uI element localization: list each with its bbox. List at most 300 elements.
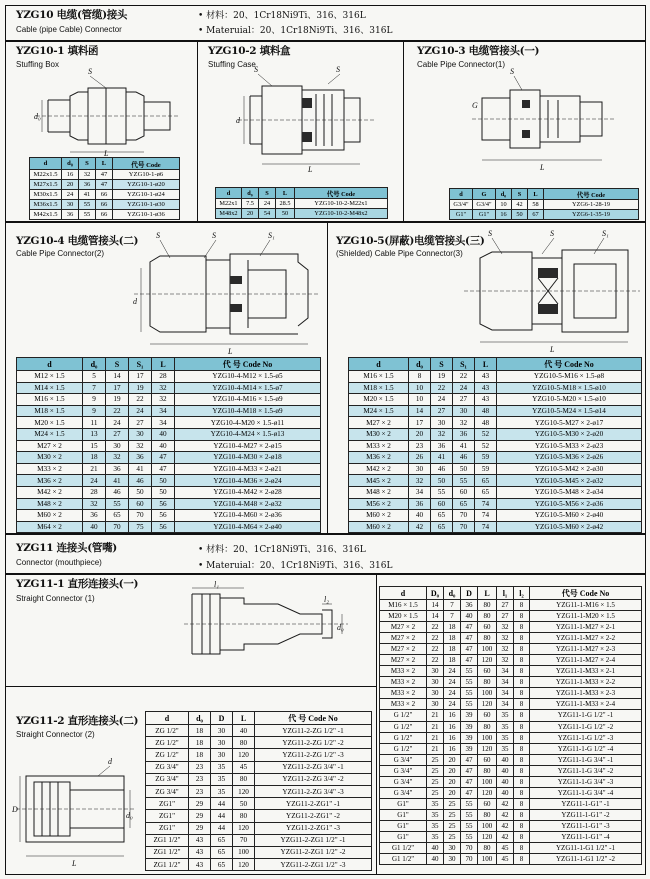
p4-table-cell: 7 [83, 382, 106, 394]
p6-table-cell: YZG11-1-G 1/2" -3 [530, 732, 642, 743]
p5-table-cell: 43 [475, 371, 497, 383]
svg-text:S: S [88, 67, 92, 76]
p6-table-row [380, 699, 642, 710]
p4-table-cell: YZG10-4-M60 × 2-ø36 [175, 510, 321, 522]
p7-table-cell: 29 [189, 798, 211, 810]
p5-table-row [349, 521, 642, 533]
p6-table-cell: G 1/2" [380, 743, 427, 754]
svg-text:L: L [72, 859, 77, 868]
p4-table-cell: 17 [106, 382, 129, 394]
p5-table-cell: YZG10-5-M60 × 2-ø40 [497, 510, 642, 522]
p3-table-cell: G3/4" [473, 200, 496, 210]
p1-header: d [30, 158, 62, 170]
p6-table-cell: M27 × 2 [380, 644, 427, 655]
p7-table [145, 711, 372, 871]
p5-table-cell: 34 [409, 486, 431, 498]
p7-table-cell: YZG11-2-ZG 1/2" -2 [255, 737, 372, 749]
p1-table-cell: 66 [96, 210, 113, 220]
p2-header: 代号 Code [295, 188, 388, 199]
p7-table-cell: 70 [233, 834, 255, 846]
p4-table-cell: 11 [83, 417, 106, 429]
p4-table-cell: M20 × 1.5 [17, 417, 83, 429]
p5-table-cell: M56 × 2 [349, 498, 409, 510]
p6-table-cell: G1" [380, 820, 427, 831]
p4-table-cell: 41 [129, 463, 152, 475]
p6-table-cell: M20 × 1.5 [380, 611, 427, 622]
p6-table-row [380, 820, 642, 831]
p5-table-cell: M60 × 2 [349, 510, 409, 522]
p7-table-cell: 18 [189, 737, 211, 749]
p5-table-cell: 41 [431, 452, 453, 464]
p5-table-cell: M30 × 2 [349, 428, 409, 440]
p7-table-cell: 44 [211, 810, 233, 822]
p5-table-cell: 43 [475, 382, 497, 394]
p7-table-cell: 44 [211, 798, 233, 810]
p4-table-cell: 34 [152, 405, 175, 417]
p6-table-cell: G 3/4" [380, 754, 427, 765]
p4-title: YZG10-4 电缆管接头(二) [16, 235, 139, 247]
p7-table-cell: ZG1" [146, 798, 189, 810]
p7-table-row [146, 737, 372, 749]
p6-table-cell: 24 [444, 677, 461, 688]
p6-table-cell: 22 [427, 633, 444, 644]
p1-table-cell: M27x1.5 [30, 180, 62, 190]
p6-table-cell: 25 [444, 831, 461, 842]
p2-table-cell: 54 [259, 209, 276, 219]
p6-table-row [380, 688, 642, 699]
p7-table-cell: 120 [233, 822, 255, 834]
p7-table-cell: ZG 1/2" [146, 737, 189, 749]
p5-table-cell: M33 × 2 [349, 440, 409, 452]
p5-table-cell: 50 [431, 475, 453, 487]
p6-table-cell: 16 [444, 732, 461, 743]
p5-table-cell: YZG10-5-M16 × 1.5-ø8 [497, 371, 642, 383]
p5-table-row [349, 382, 642, 394]
p4-table-cell: 22 [106, 405, 129, 417]
p4-table-cell: 28 [152, 371, 175, 383]
p7-table-row [146, 773, 372, 785]
p4-table-cell: 36 [83, 510, 106, 522]
p6-table-row [380, 809, 642, 820]
svg-text:S: S [550, 229, 554, 238]
p6-table-cell: 120 [478, 655, 497, 666]
p7-table-cell: YZG11-2-ZG 1/2" -3 [255, 749, 372, 761]
p5-table-cell: YZG10-5-M20 × 1.5-ø10 [497, 394, 642, 406]
p6-table-row [380, 765, 642, 776]
p6-table-cell: 120 [478, 699, 497, 710]
p5-table-row [349, 394, 642, 406]
svg-text:S: S [488, 229, 492, 238]
divider [403, 41, 404, 222]
p3-header: L [528, 189, 544, 200]
p5-table [348, 357, 642, 533]
p5-table-row [349, 452, 642, 464]
p6-table-cell: 25 [444, 809, 461, 820]
p4-table-row [17, 498, 321, 510]
p4-header: S [106, 358, 129, 371]
p4-table-cell: 13 [83, 428, 106, 440]
yzg11-material-en: • Materuial：20、1Cr18Ni9Ti、316、316L [198, 561, 393, 571]
p1-table-cell: 55 [79, 210, 96, 220]
p5-table-cell: M16 × 1.5 [349, 371, 409, 383]
p6-table-row [380, 776, 642, 787]
p6-table-row [380, 754, 642, 765]
p6-table-cell: 8 [514, 732, 530, 743]
p5-table-cell: 41 [453, 440, 475, 452]
p4-header: S₁ [129, 358, 152, 371]
p5-table-cell: M20 × 1.5 [349, 394, 409, 406]
yzg10-material-cn: • 材料：20、1Cr18Ni9Ti、316、316L [198, 11, 366, 21]
p4-table-cell: 36 [106, 463, 129, 475]
p6-table-cell: YZG11-1-G 3/4" -3 [530, 776, 642, 787]
p5-subtitle: (Shielded) Cable Pipe Connector(3) [336, 249, 463, 258]
p6-table-cell: M33 × 2 [380, 677, 427, 688]
yzg10-title: YZG10 电缆(管缆)接头 [16, 9, 128, 21]
p6-table-cell: YZG11-1-G1" -1 [530, 798, 642, 809]
p6-table-cell: 35 [497, 721, 514, 732]
p6-table-cell: 18 [444, 644, 461, 655]
p6-table-cell: YZG11-1-G1 1/2" -1 [530, 843, 642, 854]
p4-table-cell: YZG10-4-M18 × 1.5-ø9 [175, 405, 321, 417]
p4-table-row [17, 452, 321, 464]
p4-table-cell: YZG10-4-M24 × 1.5-ø13 [175, 428, 321, 440]
p7-table-cell: 100 [233, 846, 255, 858]
p6-table-cell: 8 [514, 622, 530, 633]
p6-table-cell: 25 [444, 820, 461, 831]
p4-table-cell: YZG10-4-M48 × 2-ø32 [175, 498, 321, 510]
p6-table-cell: 42 [497, 798, 514, 809]
p5-table-cell: YZG10-5-M45 × 2-ø32 [497, 475, 642, 487]
p6-table-cell: 47 [461, 765, 478, 776]
p1-table-row [30, 180, 180, 190]
p6-table-cell: 27 [497, 611, 514, 622]
p1-table-cell: 20 [62, 180, 79, 190]
p6-table-row [380, 798, 642, 809]
p7-subtitle: Straight Connector (2) [16, 730, 95, 739]
p1-table-cell: 41 [79, 190, 96, 200]
p7-table-cell: 120 [233, 785, 255, 797]
p5-table-cell: YZG10-5-M36 × 2-ø26 [497, 452, 642, 464]
p5-table-row [349, 371, 642, 383]
p6-table-cell: YZG11-1-M27 × 2-1 [530, 622, 642, 633]
p6-table-cell: 40 [497, 776, 514, 787]
svg-text:d₀: d₀ [126, 811, 133, 820]
p6-table-cell: 8 [514, 688, 530, 699]
divider [327, 222, 328, 534]
p5-table-cell: M24 × 1.5 [349, 405, 409, 417]
p6-table-cell: 35 [427, 798, 444, 809]
p5-table-cell: 27 [453, 394, 475, 406]
svg-text:d: d [133, 297, 137, 306]
p6-table-row [380, 831, 642, 842]
p6-table-cell: 22 [427, 644, 444, 655]
p4-table-cell: 14 [106, 371, 129, 383]
p5-table-cell: 59 [475, 463, 497, 475]
p4-table-cell: 30 [106, 440, 129, 452]
p6-table-cell: 47 [461, 633, 478, 644]
p3-subtitle: Cable Pipe Connector(1) [417, 60, 506, 69]
p6-table-cell: 39 [461, 721, 478, 732]
svg-text:d₀: d₀ [34, 112, 41, 121]
p7-table-row [146, 822, 372, 834]
p6-table-cell: 40 [427, 854, 444, 865]
p4-table-row [17, 521, 321, 533]
cable-pipe-connector-1-drawing [470, 64, 620, 176]
p6-table-cell: 25 [444, 798, 461, 809]
p4-table-cell: 32 [83, 498, 106, 510]
p4-table-cell: 65 [106, 510, 129, 522]
p6-table-cell: 8 [514, 655, 530, 666]
p6-table-cell: G1 1/2" [380, 843, 427, 854]
p6-table-cell: YZG11-1-M20 × 1.5 [530, 611, 642, 622]
p4-subtitle: Cable Pipe Connector(2) [16, 249, 105, 258]
p6-table-cell: 20 [444, 754, 461, 765]
p6-table-cell: 47 [461, 655, 478, 666]
p7-table-cell: YZG11-2-ZG1 1/2" -2 [255, 846, 372, 858]
p6-table-cell: 30 [444, 843, 461, 854]
p6-table-cell: 24 [444, 666, 461, 677]
p3-table-cell: 10 [496, 200, 512, 210]
p5-header: d₀ [409, 358, 431, 371]
p5-header: S₁ [453, 358, 475, 371]
p7-table-cell: 29 [189, 822, 211, 834]
p1-table-cell: M30x1.5 [30, 190, 62, 200]
p1-table-cell: M36x1.5 [30, 200, 62, 210]
p7-table-cell: YZG11-2-ZG1" -2 [255, 810, 372, 822]
p4-table-row [17, 440, 321, 452]
p1-table-cell: 47 [96, 180, 113, 190]
p7-table-row [146, 846, 372, 858]
p6-table-cell: 42 [497, 809, 514, 820]
p6-table [379, 586, 642, 865]
p2-table-cell: 50 [276, 209, 295, 219]
p6-table-cell: 8 [514, 644, 530, 655]
p6-table-cell: 35 [497, 743, 514, 754]
divider [197, 41, 198, 222]
p6-header: D₀ [427, 587, 444, 600]
p7-table-cell: ZG 3/4" [146, 761, 189, 773]
p5-table-cell: YZG10-5-M18 × 1.5-ø10 [497, 382, 642, 394]
shielded-cable-pipe-connector-drawing [462, 224, 642, 344]
p2-table [215, 187, 388, 219]
p4-table-cell: 22 [129, 394, 152, 406]
p6-table-cell: G 3/4" [380, 787, 427, 798]
p6-table-cell: 35 [497, 732, 514, 743]
p1-title: YZG10-1 填料函 [16, 45, 99, 57]
p6-table-row [380, 633, 642, 644]
p7-header: L [233, 712, 255, 725]
p6-table-cell: 47 [461, 787, 478, 798]
p4-table-cell: 24 [129, 405, 152, 417]
p5-table-cell: 30 [409, 463, 431, 475]
p7-table-cell: 44 [211, 822, 233, 834]
svg-text:S: S [156, 231, 160, 240]
p4-table-cell: YZG10-4-M30 × 2-ø18 [175, 452, 321, 464]
p7-table-row [146, 725, 372, 737]
p5-table-cell: 17 [409, 417, 431, 429]
p5-table-cell: 36 [431, 440, 453, 452]
p6-table-cell: 70 [461, 843, 478, 854]
p6-table-cell: 120 [478, 831, 497, 842]
p6-table-cell: 80 [478, 677, 497, 688]
p6-table-cell: 8 [514, 743, 530, 754]
p1-header: 代号 Code [113, 158, 180, 170]
p6-table-cell: 60 [478, 710, 497, 721]
p6-table-cell: 45 [497, 854, 514, 865]
p4-table-row [17, 463, 321, 475]
p2-header: d [216, 188, 242, 199]
p6-table-cell: 55 [461, 809, 478, 820]
p5-header: d [349, 358, 409, 371]
p6-table-cell: YZG11-1-M27 × 2-3 [530, 644, 642, 655]
p5-table-cell: M45 × 2 [349, 475, 409, 487]
p7-table-row [146, 749, 372, 761]
p6-table-cell: 8 [514, 776, 530, 787]
stuffing-box-drawing [30, 66, 180, 156]
p5-table-cell: 32 [409, 475, 431, 487]
p6-table-cell: 60 [478, 754, 497, 765]
p1-table-cell: M22x1.5 [30, 170, 62, 180]
p4-table-cell: 36 [129, 452, 152, 464]
p6-table-cell: G 1/2" [380, 732, 427, 743]
p5-table-cell: 19 [431, 371, 453, 383]
p6-table-cell: 80 [478, 600, 497, 611]
p7-table-cell: 18 [189, 725, 211, 737]
p6-table-cell: 39 [461, 710, 478, 721]
p5-table-cell: 55 [431, 486, 453, 498]
p6-table-cell: 55 [461, 820, 478, 831]
p6-table-cell: G 1/2" [380, 710, 427, 721]
p6-table-cell: 40 [497, 787, 514, 798]
p6-table-cell: YZG11-1-M27 × 2-4 [530, 655, 642, 666]
p5-table-cell: YZG10-5-M56 × 2-ø36 [497, 498, 642, 510]
p6-table-cell: 80 [478, 633, 497, 644]
p6-table-cell: 32 [497, 622, 514, 633]
p6-table-row [380, 644, 642, 655]
stuffing-case-drawing [232, 64, 382, 176]
p6-table-cell: G 3/4" [380, 765, 427, 776]
p1-header: L [96, 158, 113, 170]
p6-table-cell: 120 [478, 787, 497, 798]
p6-header: l₁ [497, 587, 514, 600]
p4-table-cell: 32 [152, 382, 175, 394]
p6-table-cell: 100 [478, 776, 497, 787]
p7-table-cell: 40 [233, 725, 255, 737]
p6-table-cell: 100 [478, 644, 497, 655]
p5-table-cell: 27 [431, 405, 453, 417]
p7-table-cell: 43 [189, 859, 211, 871]
divider [376, 574, 377, 875]
p6-table-cell: 22 [427, 622, 444, 633]
p5-table-cell: 8 [409, 371, 431, 383]
p2-header: d₀ [242, 188, 259, 199]
p4-table-cell: M27 × 2 [17, 440, 83, 452]
p6-header: d [380, 587, 427, 600]
p2-header: S [259, 188, 276, 199]
p6-table-cell: 21 [427, 743, 444, 754]
p2-table-cell: 28.5 [276, 199, 295, 209]
p4-table-cell: 70 [106, 521, 129, 533]
p6-table-row [380, 710, 642, 721]
p6-table-cell: 16 [444, 743, 461, 754]
svg-text:d: d [236, 116, 240, 125]
dimension-d [125, 260, 155, 340]
p4-table-cell: 75 [129, 521, 152, 533]
p7-table-cell: 35 [211, 761, 233, 773]
p4-table-cell: 34 [152, 417, 175, 429]
p6-table-cell: M27 × 2 [380, 633, 427, 644]
p5-table-cell: 36 [409, 498, 431, 510]
p4-table-cell: M33 × 2 [17, 463, 83, 475]
p6-table-cell: G1" [380, 809, 427, 820]
yzg10-subtitle: Cable (pipe Cable) Connector [16, 25, 122, 34]
p1-table-cell: YZG10-1-ø20 [113, 180, 180, 190]
p6-table-row [380, 743, 642, 754]
p1-table-cell: 30 [62, 200, 79, 210]
p4-table-cell: 46 [129, 475, 152, 487]
p7-table-cell: 35 [211, 773, 233, 785]
p5-table-cell: 59 [475, 452, 497, 464]
p7-table-row [146, 785, 372, 797]
p6-table-cell: 8 [514, 633, 530, 644]
p5-table-cell: 60 [453, 486, 475, 498]
p6-table-cell: 21 [427, 732, 444, 743]
p1-table-cell: 36 [62, 210, 79, 220]
p6-table-cell: 32 [497, 644, 514, 655]
p3-table-cell: YZG6-1-28-19 [544, 200, 639, 210]
p7-header: d₀ [189, 712, 211, 725]
svg-text:L: L [550, 345, 555, 354]
p6-table-cell: 32 [497, 633, 514, 644]
p7-table-cell: 30 [211, 749, 233, 761]
p5-table-cell: 22 [431, 382, 453, 394]
p6-table-cell: 60 [478, 622, 497, 633]
p6-table-cell: YZG11-1-G1" -3 [530, 820, 642, 831]
p5-table-cell: 52 [475, 440, 497, 452]
svg-text:l₁: l₁ [214, 580, 220, 589]
p6-table-cell: 55 [461, 699, 478, 710]
p7-table-cell: ZG 3/4" [146, 773, 189, 785]
p5-table-cell: 10 [409, 394, 431, 406]
p7-table-cell: 80 [233, 737, 255, 749]
svg-text:S: S [510, 67, 514, 76]
p3-header: S [512, 189, 528, 200]
p4-table-cell: M30 × 2 [17, 452, 83, 464]
p5-table-cell: 46 [453, 452, 475, 464]
p5-table-cell: YZG10-5-M42 × 2-ø30 [497, 463, 642, 475]
p3-table-cell: 58 [528, 200, 544, 210]
p7-table-cell: YZG11-2-ZG 3/4" -1 [255, 761, 372, 773]
p4-table [16, 357, 321, 533]
p5-table-cell: 32 [453, 417, 475, 429]
p7-table-cell: ZG 1/2" [146, 749, 189, 761]
p4-table-cell: 40 [83, 521, 106, 533]
p6-table-cell: YZG11-1-M33 × 2-3 [530, 688, 642, 699]
p7-table-cell: ZG1 1/2" [146, 846, 189, 858]
p6-table-cell: 47 [461, 754, 478, 765]
p4-table-row [17, 417, 321, 429]
straight-connector-1-drawing [182, 580, 352, 662]
p6-header: L [478, 587, 497, 600]
p4-table-cell: 32 [152, 394, 175, 406]
p2-table-cell: 20 [242, 209, 259, 219]
p4-table-row [17, 382, 321, 394]
p1-subtitle: Stuffing Box [16, 60, 59, 69]
p5-table-cell: 30 [453, 405, 475, 417]
p5-table-cell: 55 [453, 475, 475, 487]
p7-table-row [146, 810, 372, 822]
p6-header: D [461, 587, 478, 600]
